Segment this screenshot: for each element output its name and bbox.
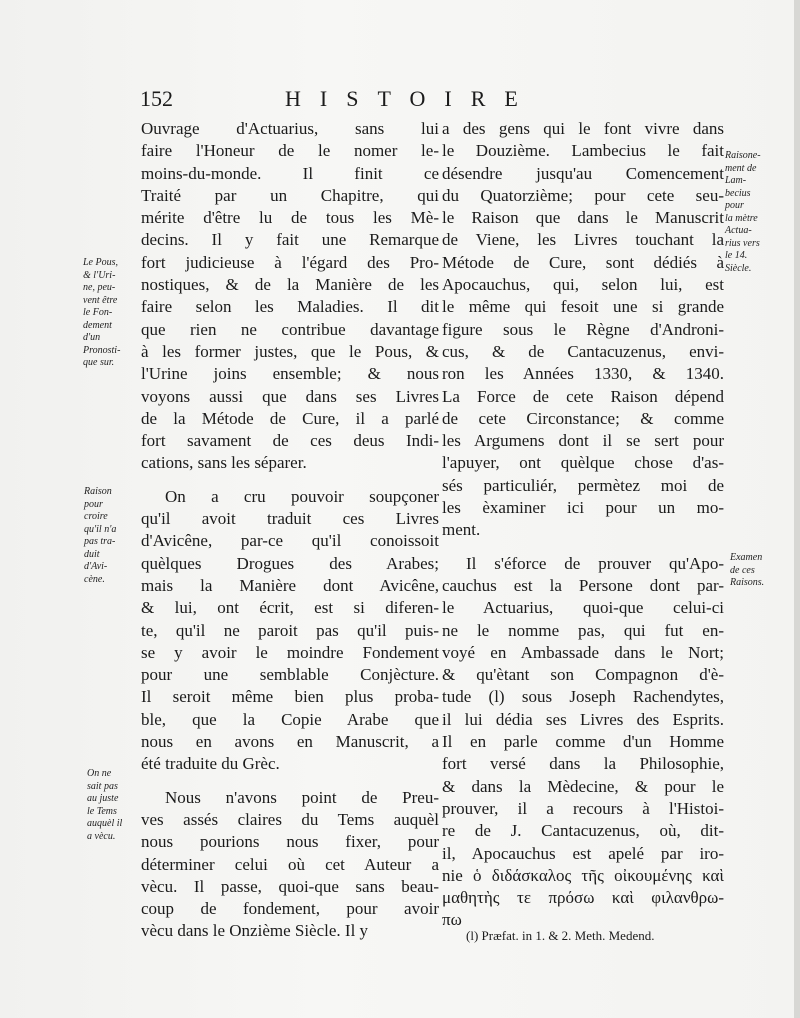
text-line: fort savament de ces deus Indi- — [141, 431, 439, 451]
margin-note-line: que sur. — [83, 357, 115, 368]
text-line: il lui dédia ses Livres des Esprits. — [442, 709, 724, 729]
paragraph-gap — [442, 542, 724, 553]
text-line: πω — [442, 910, 462, 930]
text-line: cations, sans les séparer. — [141, 453, 307, 473]
text-line: decins. Il y fait une Remarque — [141, 230, 439, 250]
text-line: fort versé dans la Philosophie, — [442, 754, 724, 774]
text-line: il, Apocauchus est apelé par iro- — [442, 843, 724, 863]
text-line: & qu'ètant son Compagnon d'è- — [442, 665, 724, 685]
text-line: l'Urine joins ensemble; & nous — [141, 364, 439, 384]
margin-note-line: le 14. — [725, 250, 748, 261]
margin-note-line: au juste — [87, 793, 119, 804]
margin-note-line: le Tems — [87, 805, 117, 817]
margin-note-line: auquèl il — [87, 818, 123, 829]
text-line: moins-du-monde. Il finit ce — [141, 163, 439, 183]
paragraph-gap — [141, 475, 439, 486]
page-number: 152 — [140, 86, 173, 111]
margin-note-pous — [83, 257, 120, 370]
margin-note-line: pour — [84, 498, 103, 510]
text-line: les Argumens dont il se sert pour — [442, 431, 724, 451]
margin-note-raison — [84, 486, 116, 586]
text-line: le Actuarius, quoi-que celui-ci — [442, 598, 724, 618]
text-line: de la Métode de Cure, il a parlé — [141, 408, 439, 428]
text-line: voyons aussi que dans ses Livres — [141, 386, 439, 406]
margin-note-line: cène. — [84, 573, 105, 585]
page-header — [0, 86, 800, 116]
text-line: fort judicieuse à l'égard des Pro- — [141, 252, 439, 272]
margin-note-line: la mètre — [725, 212, 758, 224]
margin-note-line: croire — [84, 511, 108, 522]
paragraph-gap — [141, 776, 439, 787]
text-line: μαθητὴς τε πρόσω καὶ φιλανθρω- — [442, 888, 724, 908]
margin-note-line: Raison — [84, 486, 112, 497]
margin-note-line: Raisone- — [725, 150, 761, 161]
text-line: Il seroit même bien plus proba- — [141, 687, 439, 707]
margin-note-line: pour — [725, 200, 744, 211]
text-line: mais la Manière dont Avicêne, — [141, 575, 439, 595]
text-line: ment. — [442, 520, 481, 540]
margin-note-line: Siècle. — [725, 262, 752, 274]
text-line: faire l'Honeur de le nomer le- — [141, 141, 439, 161]
margin-note-line: le Fon- — [83, 307, 113, 318]
margin-note-line: vent être — [83, 294, 118, 306]
text-line: vècu dans le Onzième Siècle. Il y — [141, 921, 369, 941]
text-line: re de J. Cantacuzenus, où, dit- — [442, 821, 724, 841]
text-line: coup de fondement, pour avoir — [141, 899, 439, 919]
text-line: La Force de cete Raison dépend — [442, 386, 724, 406]
text-line: Apocauchus, qui, selon lui, est — [442, 275, 724, 295]
margin-note-line: Raisons. — [730, 577, 765, 588]
text-line: qu'il avoit traduit ces Livres — [141, 509, 439, 529]
text-line: prouver, il a recours à l'Histoi- — [442, 798, 724, 818]
text-line: & lui, ont écrit, est si diferen- — [141, 598, 439, 618]
text-line: tude (l) sous Joseph Rachendytes, — [442, 687, 724, 707]
margin-note-line: duit — [84, 548, 100, 560]
text-line: du Quatorzième; pour cete seu- — [442, 185, 724, 205]
text-line: sés particuliér, permètez moi de — [442, 475, 724, 495]
margin-note-line: rius vers — [725, 237, 760, 249]
margin-note-line: d'un — [83, 332, 101, 343]
margin-note-line: Lam- — [725, 175, 747, 186]
text-line: figure sous le Règne d'Androni- — [442, 319, 724, 339]
text-line: le Raison que dans le Manuscrit — [442, 208, 724, 228]
margin-note-line: dement — [83, 319, 112, 331]
margin-note-line: & l'Uri- — [83, 269, 116, 281]
text-line: cauchus est la Persone dont par- — [442, 575, 724, 595]
text-line: nie ὁ διδάσκαλος τῆς οἰκουμένης καὶ — [442, 865, 724, 885]
margin-note-line: Pronosti- — [83, 344, 121, 356]
margin-note-line: pas tra- — [84, 536, 116, 547]
left-text-column — [141, 118, 439, 943]
margin-note-tems — [87, 768, 122, 843]
text-line: nous en avons en Manuscrit, a — [141, 732, 439, 752]
text-line: te, qu'il ne paroit pas qu'il puis- — [141, 620, 439, 640]
text-line: que rien ne contribue davantage — [141, 319, 439, 339]
text-line: quèlques Drogues des Arabes; — [141, 553, 439, 573]
text-line: Il en parle comme d'un Homme — [442, 732, 724, 752]
text-line: été traduite du Grèc. — [141, 754, 280, 774]
text-line: à les former justes, que le Pous, & — [141, 341, 439, 361]
text-line: Il s'éforce de prouver qu'Apo- — [466, 553, 724, 573]
text-line: d'Avicêne, par-ce qu'il conoissoit — [141, 531, 439, 551]
margin-note-line: ne, peu- — [83, 282, 116, 293]
text-line: se y avoir le moindre Fondement — [141, 642, 439, 662]
text-line: l'apuyer, ont quèlque chose d'as- — [442, 453, 724, 473]
text-line: déterminer celui où cet Auteur a — [141, 854, 439, 874]
margin-note-line: ment de — [725, 162, 757, 174]
margin-note-line: a vècu. — [87, 830, 116, 842]
margin-note-line: On ne — [87, 768, 112, 779]
text-line: & dans la Mèdecine, & pour le — [442, 776, 724, 796]
text-line: mérite d'être lu de tous les Mè- — [141, 208, 439, 228]
text-line: ble, que la Copie Arabe que — [141, 709, 439, 729]
text-line: Métode de Cure, sont dédiés à — [442, 252, 724, 272]
text-line: ves assés claires du Tems auquèl — [141, 809, 439, 829]
margin-note-line: Examen — [730, 552, 763, 563]
text-line: a des gens qui le font vivre dans — [442, 119, 724, 138]
margin-note-lambecius — [725, 150, 761, 275]
text-line: les èxaminer ici pour un mo- — [442, 498, 724, 518]
text-line: ne le nomme pas, qui fut en- — [442, 620, 724, 640]
text-line: nous pourions nous fixer, pour — [141, 832, 439, 852]
text-line: cus, & de Cantacuzenus, envi- — [442, 341, 724, 361]
text-line: pour une semblable Conjècture. — [141, 665, 439, 685]
margin-note-line: Le Pous, — [83, 257, 118, 268]
text-line: On a cru pouvoir soupçoner — [165, 486, 439, 506]
margin-note-examen — [730, 552, 764, 590]
margin-note-line: sait pas — [87, 780, 118, 792]
margin-note-line: becius — [725, 187, 751, 199]
right-text-column — [442, 118, 724, 932]
text-line: Ouvrage d'Actuarius, sans lui — [141, 119, 439, 138]
text-line: de cete Circonstance; & comme — [442, 408, 724, 428]
text-line: de Viene, les Livres touchant la — [442, 230, 724, 250]
margin-note-line: d'Avi- — [84, 561, 108, 572]
text-line: Traité par un Chapitre, qui — [141, 185, 439, 205]
margin-note-line: de ces — [730, 564, 755, 576]
running-head: HISTOIRE — [285, 86, 537, 111]
text-line: vècu. Il passe, quoi-que sans beau- — [141, 876, 439, 896]
text-line: faire selon les Maladies. Il dit — [141, 297, 439, 317]
page-gutter-shadow — [794, 0, 800, 1018]
text-line: le même qui fesoit une si grande — [442, 297, 724, 317]
text-line: nostiques, & de la Manière de les — [141, 275, 439, 295]
footnote: (l) Præfat. in 1. & 2. Meth. Medend. — [466, 928, 655, 943]
margin-note-line: Actua- — [725, 225, 752, 236]
margin-note-line: qu'il n'a — [84, 523, 117, 535]
text-line: Nous n'avons point de Preu- — [165, 787, 439, 807]
text-line: voyé en Ambassade dans le Nort; — [442, 642, 724, 662]
text-line: ron les Années 1330, & 1340. — [442, 364, 724, 384]
text-line: le Douzième. Lambecius le fait — [442, 141, 724, 161]
text-line: désendre jusqu'au Comencement — [442, 163, 724, 183]
